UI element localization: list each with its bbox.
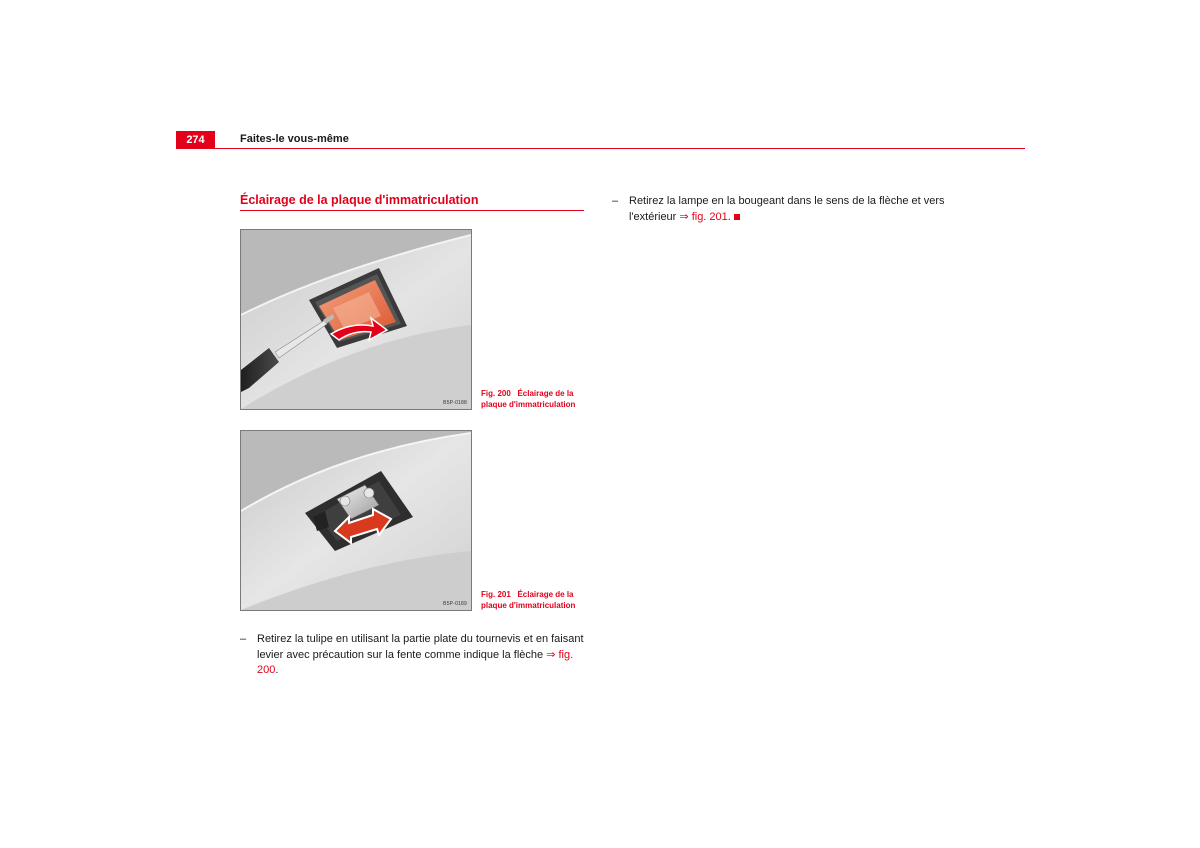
section-title-rule [240, 210, 584, 211]
figure-201-image [240, 430, 472, 611]
step-dash: – [612, 195, 619, 207]
figure-reference-arrow: ⇒ [546, 648, 556, 661]
figure-200-caption-text: Éclairage de la plaque d'immatriculation [481, 389, 576, 409]
step-text: Retirez la tulipe en utilisant la partie plate du tournevis et en faisant levier avec précaution sur la fente comme indique la flèche [257, 633, 584, 661]
chapter-title: Faites-le vous-même [240, 133, 349, 145]
figure-reference-link[interactable]: fig. 201 [691, 210, 728, 223]
section-end-mark [734, 214, 740, 220]
figure-201-caption-text: Éclairage de la plaque d'immatriculation [481, 590, 576, 610]
figure-reference-arrow: ⇒ [679, 210, 689, 223]
figure-200-caption-number: Fig. 200 [481, 389, 511, 398]
figure-reference-link[interactable]: fig. 200 [257, 648, 574, 676]
step-body [629, 194, 962, 225]
figure-200-caption [481, 389, 591, 410]
step-suffix: . [275, 664, 279, 676]
figure-201-caption-number: Fig. 201 [481, 590, 511, 599]
step-body [257, 632, 585, 679]
section-title: Éclairage de la plaque d'immatriculation [240, 193, 479, 207]
figure-200-image [240, 229, 472, 410]
license-lamp-lens-removal-illustration [241, 230, 471, 409]
figure-201-caption [481, 590, 591, 611]
step-dash: – [240, 633, 247, 645]
page-number: 274 [176, 131, 215, 149]
step-text: Retirez la lampe en la bougeant dans le sens de la flèche et vers l'extérieur [629, 195, 945, 223]
step-suffix: . [727, 210, 731, 223]
figure-201-code: B5P-0189 [443, 601, 467, 607]
figure-200-code: B5P-0188 [443, 400, 467, 406]
instruction-step-remove-lens [240, 632, 585, 679]
license-lamp-bulb-removal-illustration [241, 431, 471, 610]
instruction-step-remove-bulb [612, 194, 962, 225]
header-rule [176, 148, 1025, 149]
